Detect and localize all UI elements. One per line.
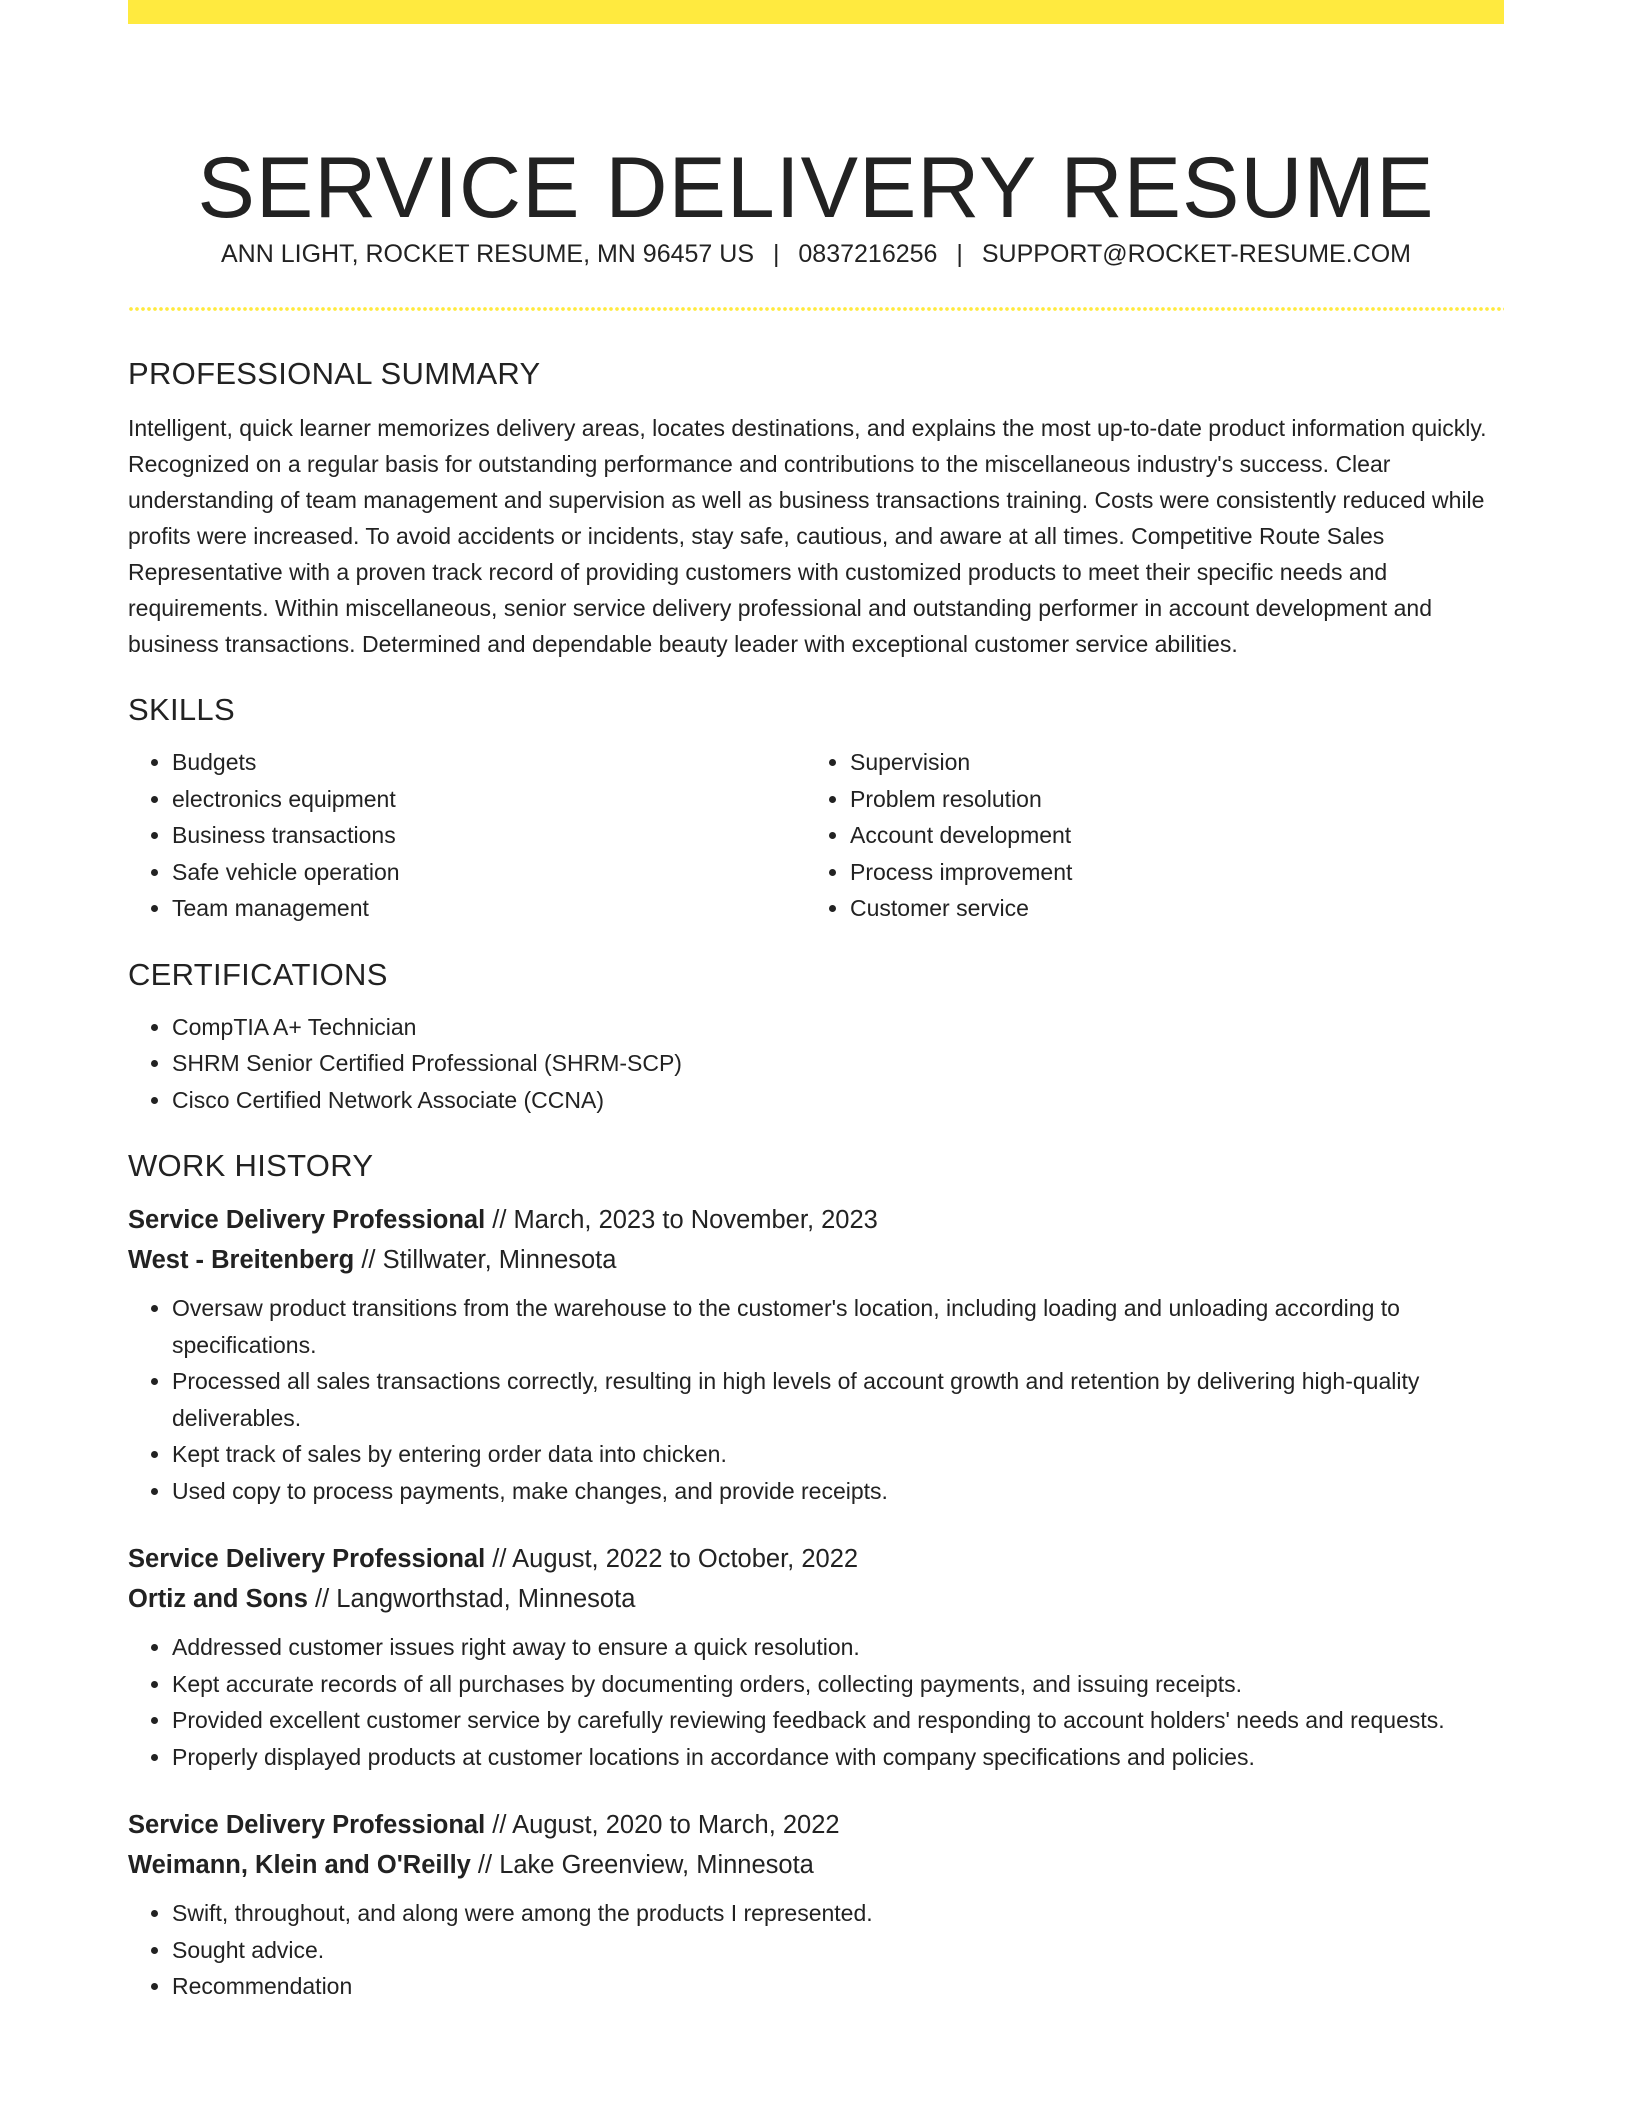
skills-column-right [806, 744, 1484, 927]
certification-item: • Cisco Certified Network Associate (CCNA) [172, 1082, 1504, 1119]
skill-item: • Team management [172, 890, 806, 927]
resume-content [128, 352, 1504, 2005]
job-title-line [128, 1539, 1504, 1579]
certification-item: • SHRM Senior Certified Professional (SHRM-SCP) [172, 1045, 1504, 1082]
job-title: Service Delivery Professional [128, 1206, 486, 1234]
job-title: Service Delivery Professional [128, 1811, 486, 1839]
certifications-list [128, 1009, 1504, 1119]
job-title-line [128, 1200, 1504, 1240]
skill-item: • Business transactions [172, 817, 806, 854]
job-bullet: • Processed all sales transactions correctly, resulting in high levels of account growth and retention by delivering high-quality deliverables. [172, 1363, 1504, 1436]
work-history-section [128, 1144, 1504, 2005]
job-dates: August, 2022 to October, 2022 [512, 1545, 859, 1573]
job-company-line [128, 1845, 1504, 1885]
work-history-heading: WORK HISTORY [128, 1148, 374, 1183]
job-company: West - Breitenberg [128, 1246, 355, 1274]
job-company-line [128, 1579, 1504, 1619]
job-title-line [128, 1805, 1504, 1845]
job-bullets [128, 1629, 1504, 1775]
job-entry [128, 1805, 1504, 2005]
job-bullet: • Addressed customer issues right away to ensure a quick resolution. [172, 1629, 1504, 1666]
job-entry [128, 1200, 1504, 1509]
job-bullet: • Provided excellent customer service by carefully reviewing feedback and responding to account holders' needs and requests. [172, 1702, 1504, 1739]
job-location: Stillwater, Minnesota [382, 1246, 617, 1274]
skill-item: • Customer service [850, 890, 1484, 927]
contact-phone: 0837216256 [798, 240, 938, 268]
job-location: Lake Greenview, Minnesota [499, 1851, 814, 1879]
summary-text: Intelligent, quick learner memorizes delivery areas, locates destinations, and explains the most up-to-date product information quickly. Recognized on a regular basis for outstanding performance and contributions to the miscellaneous industry's success. Clear understanding of team management and supervision as well as business transactions training. Costs were consistently reduced while profits were increased. To avoid accidents or incidents, stay safe, cautious, and aware at all times. Competitive Route Sales Representative with a proven track record of providing customers with customized products to meet their specific needs and requirements. Within miscellaneous, senior service delivery professional and outstanding performer in account development and business transactions. Determined and dependable beauty leader with exceptional customer service abilities. [128, 415, 1487, 657]
certifications-section [128, 953, 1504, 1119]
skill-item: • electronics equipment [172, 781, 806, 818]
skill-item: • Safe vehicle operation [172, 854, 806, 891]
contact-separator: | [956, 240, 963, 268]
job-dates: August, 2020 to March, 2022 [512, 1811, 840, 1839]
job-separator: // [470, 1851, 500, 1879]
job-bullet: • Used copy to process payments, make changes, and provide receipts. [172, 1473, 1504, 1510]
job-bullet: • Swift, throughout, and along were among the products I represented. [172, 1895, 1504, 1932]
skill-item: • Process improvement [850, 854, 1484, 891]
job-bullet: • Oversaw product transitions from the warehouse to the customer's location, including loading and unloading according to specifications. [172, 1290, 1504, 1363]
job-dates: March, 2023 to November, 2023 [513, 1206, 878, 1234]
job-location: Langworthstad, Minnesota [336, 1585, 636, 1613]
contact-separator: | [772, 240, 780, 268]
page-title: SERVICE DELIVERY RESUME [197, 139, 1435, 236]
job-separator: // [485, 1811, 513, 1839]
job-bullet: • Properly displayed products at customer locations in accordance with company specifications and policies. [172, 1739, 1504, 1776]
job-bullet: • Sought advice. [172, 1932, 1504, 1969]
job-bullet: • Kept accurate records of all purchases by documenting orders, collecting payments, and issuing receipts. [172, 1666, 1504, 1703]
contact-email: SUPPORT@ROCKET-RESUME.COM [981, 240, 1411, 268]
job-separator: // [354, 1246, 383, 1274]
skill-item: • Account development [850, 817, 1484, 854]
summary-section [128, 352, 1504, 662]
skills-section [128, 688, 1504, 927]
job-bullets [128, 1895, 1504, 2005]
contact-line [128, 236, 1504, 272]
job-separator: // [485, 1545, 513, 1573]
top-accent-bar [128, 0, 1504, 24]
job-separator: // [485, 1206, 514, 1234]
certification-item: • CompTIA A+ Technician [172, 1009, 1504, 1046]
job-company-line [128, 1240, 1504, 1280]
job-title: Service Delivery Professional [128, 1545, 486, 1573]
contact-address: ANN LIGHT, ROCKET RESUME, MN 96457 US [220, 240, 754, 268]
certifications-heading: CERTIFICATIONS [128, 956, 388, 992]
skills-columns [128, 744, 1504, 927]
skill-item: • Problem resolution [850, 781, 1484, 818]
job-bullet: • Kept track of sales by entering order data into chicken. [172, 1436, 1504, 1473]
job-bullets [128, 1290, 1504, 1509]
skills-heading: SKILLS [128, 692, 235, 727]
skill-item: • Budgets [172, 744, 806, 781]
skills-column-left [128, 744, 806, 927]
job-entry [128, 1539, 1504, 1775]
summary-heading: PROFESSIONAL SUMMARY [128, 356, 541, 391]
skills-list-right [806, 744, 1484, 927]
job-separator: // [307, 1585, 337, 1613]
skills-list-left [128, 744, 806, 927]
job-company: Ortiz and Sons [128, 1585, 308, 1613]
skill-item: • Supervision [850, 744, 1484, 781]
job-company: Weimann, Klein and O'Reilly [128, 1851, 471, 1879]
job-bullet: • Recommendation [172, 1968, 1504, 2005]
dotted-divider [128, 307, 1504, 311]
